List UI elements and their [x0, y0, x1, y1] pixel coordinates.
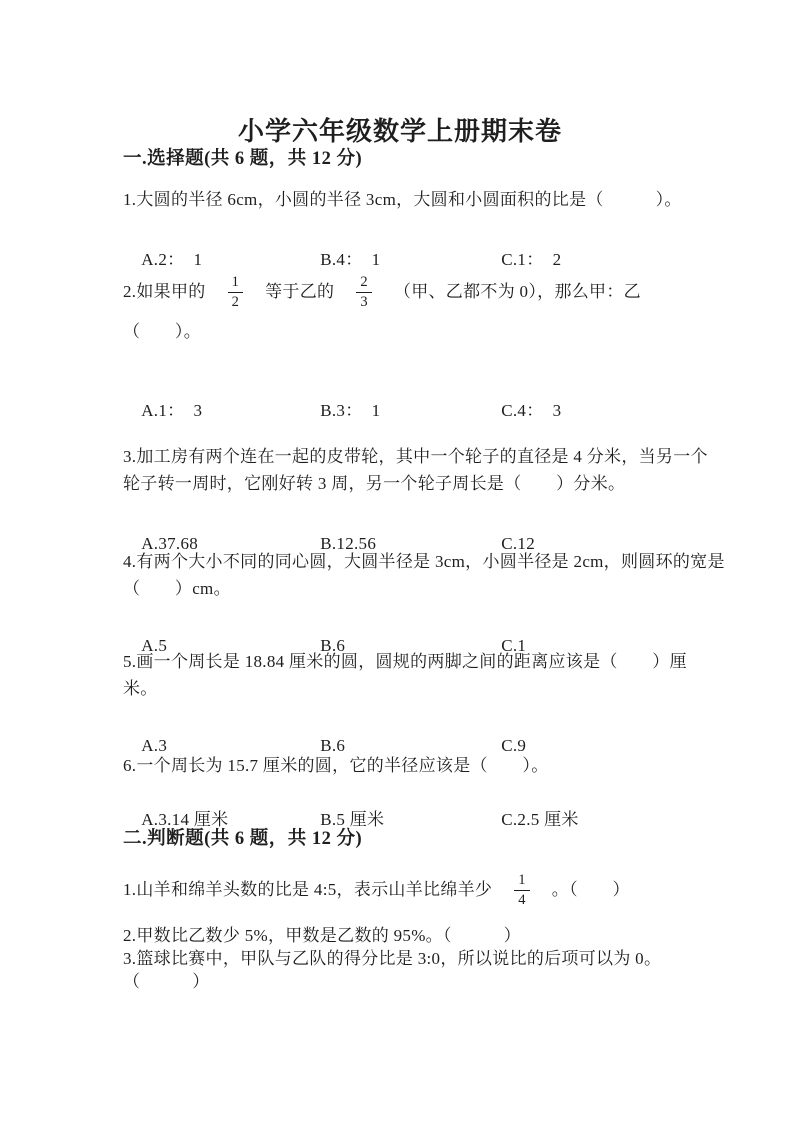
question-2-post: （甲、乙都不为 0），那么甲：乙 [393, 282, 641, 301]
question-6-text: 6.一个周长为 15.7 厘米的圆，它的半径应该是（ ）。 [123, 756, 549, 775]
option-c: C.1 [501, 636, 527, 655]
section1-heading: 一.选择题(共 6 题，共 12 分) [123, 149, 363, 169]
question-4-line1: 4.有两个大小不同的同心圆，大圆半径是 3cm，小圆半径是 2cm，则圆环的宽是 [123, 552, 725, 571]
question-5-line1: 5.画一个周长是 18.84 厘米的圆，圆规的两脚之间的距离应该是（ ）厘 [123, 652, 687, 671]
question-4-line2: （ ）cm。 [123, 579, 231, 598]
option-c: C.9 [501, 736, 527, 755]
option-b: B.4： 1 [320, 250, 381, 269]
option-b: B.5 厘米 [320, 810, 385, 829]
option-c: C.12 [501, 534, 535, 553]
option-c: C.2.5 厘米 [501, 810, 579, 829]
option-b: B.12.56 [320, 534, 377, 553]
option-b: B.3： 1 [320, 401, 381, 420]
option-a: A.5 [141, 636, 168, 655]
question-5-line2: 米。 [123, 679, 158, 698]
option-a: A.3 [141, 736, 168, 755]
option-b: B.6 [320, 636, 346, 655]
judge-1-post: 。（ ） [551, 880, 630, 899]
option-c: C.4： 3 [501, 401, 562, 420]
judge-2-text: 2.甲数比乙数少 5%，甲数是乙数的 95%。（ ） [123, 926, 521, 945]
section2-heading: 二.判断题(共 6 题，共 12 分) [123, 829, 363, 849]
judge-1-pre: 1.山羊和绵羊头数的比是 4:5，表示山羊比绵羊少 [123, 880, 493, 899]
judge-1-line [123, 866, 630, 914]
question-3-line1: 3.加工房有两个连在一起的皮带轮，其中一个轮子的直径是 4 分米，当另一个 [123, 447, 708, 466]
page-title: 小学六年级数学上册期末卷 [237, 117, 562, 147]
option-a: A.1： 3 [141, 401, 203, 420]
option-b: B.6 [320, 736, 346, 755]
fraction-one-half: $\frac{1}{2}$ [228, 274, 244, 309]
fraction-one-quarter: $\frac{1}{4}$ [514, 872, 530, 907]
fraction-two-thirds: $\frac{2}{3}$ [356, 274, 372, 309]
question-2-mid: 等于乙的 [265, 282, 335, 301]
option-a: A.3.14 厘米 [141, 810, 229, 829]
question-3-line2: 轮子转一周时，它刚好转 3 周，另一个轮子周长是（ ）分米。 [123, 474, 626, 493]
option-a: A.2： 1 [141, 250, 203, 269]
question-2-line1 [123, 269, 641, 315]
question-2-pre: 2.如果甲的 [123, 282, 206, 301]
question-2-options [123, 378, 561, 444]
option-c: C.1： 2 [501, 250, 562, 269]
question-2-line2: （ ）。 [123, 322, 201, 341]
judge-3-line2: （ ） [123, 972, 210, 991]
question-1-text: 1.大圆的半径 6cm，小圆的半径 3cm，大圆和小圆面积的比是（ ）。 [123, 190, 682, 209]
option-a: A.37.68 [141, 534, 199, 553]
judge-3-line1: 3.篮球比赛中，甲队与乙队的得分比是 3:0，所以说比的后项可以为 0。 [123, 949, 662, 968]
